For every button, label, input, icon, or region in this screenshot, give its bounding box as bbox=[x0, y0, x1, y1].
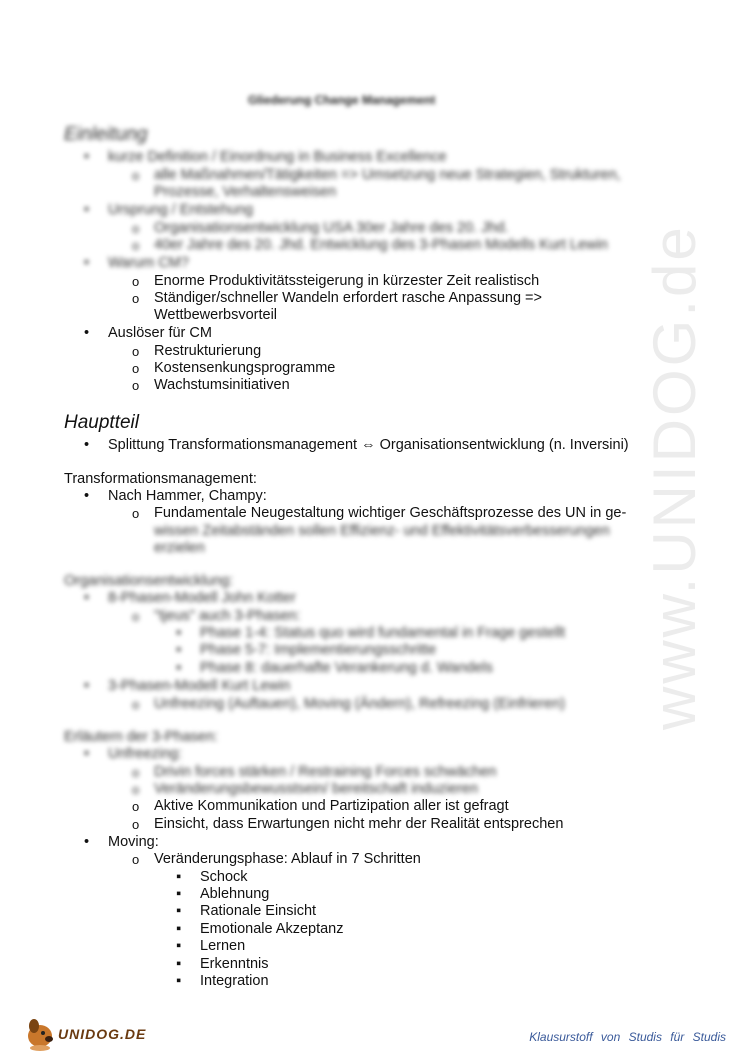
list-item: • 8-Phasen-Modell John Kotter bbox=[108, 590, 296, 607]
list-item: • 3-Phasen-Modell Kurt Lewin bbox=[108, 678, 290, 695]
watermark: www.UNIDOG.de bbox=[641, 224, 708, 730]
step-item: ▪ Integration bbox=[200, 973, 269, 990]
hauptteil-heading: Hauptteil bbox=[64, 412, 139, 433]
list-item: • Splittung Transformationsmanagement ⇔ Organisationsentwicklung (n. Inversini) bbox=[108, 437, 629, 454]
list-item: o Fundamentale Neugestaltung wichtiger Geschäftsprozesse des UN in ge- bbox=[154, 505, 626, 522]
list-item-cont: erzielen bbox=[154, 540, 205, 556]
list-item: o Veränderungsbewusstsein/ bereitschaft induzieren bbox=[154, 781, 478, 798]
list-item-cont: Wettbewerbsvorteil bbox=[154, 307, 278, 323]
list-item: • Nach Hammer, Champy: bbox=[108, 488, 267, 505]
list-item: • Ursprung / Entstehung bbox=[108, 202, 253, 219]
section-heading: Organisationsentwicklung: bbox=[64, 573, 234, 589]
footer-text: Klausurstoff von Studis für Studis bbox=[529, 1030, 726, 1044]
list-item: o Drivin forces stärken / Restraining Forces schwächen bbox=[154, 764, 497, 781]
list-item: o Unfreezing (Auftauen), Moving (Ändern), Refreezing (Einfrieren) bbox=[154, 696, 565, 713]
list-item: o Ständiger/schneller Wandeln erfordert rasche Anpassung => bbox=[154, 290, 542, 307]
page-title: Gliederung Change Management bbox=[248, 93, 436, 107]
step-item: ▪ Emotionale Akzeptanz bbox=[200, 921, 343, 938]
list-item: o 40er Jahre des 20. Jhd. Entwicklung des 3-Phasen Modells Kurt Lewin bbox=[154, 237, 608, 254]
list-item: o Enorme Produktivitätssteigerung in kürzester Zeit realistisch bbox=[154, 273, 539, 290]
list-item: o Wachstumsinitiativen bbox=[154, 377, 290, 394]
einleitung-heading: Einleitung bbox=[64, 124, 148, 145]
list-item: o Einsicht, dass Erwartungen nicht mehr der Realität entsprechen bbox=[154, 816, 563, 833]
list-item: • Unfreezing: bbox=[108, 746, 182, 763]
list-item-cont: Prozesse, Verhaltensweisen bbox=[154, 184, 337, 200]
section-heading: Erläutern der 3-Phasen: bbox=[64, 729, 218, 745]
list-item: ▪ Phase 8: dauerhafte Verankerung d. Wandels bbox=[200, 660, 493, 677]
step-item: ▪ Schock bbox=[200, 869, 248, 886]
list-item: • Auslöser für CM bbox=[108, 325, 212, 342]
list-item: • kurze Definition / Einordnung in Business Excellence bbox=[108, 149, 447, 166]
list-item: o Organisationsentwicklung USA 30er Jahre des 20. Jhd. bbox=[154, 220, 509, 237]
list-item: o Kostensenkungsprogramme bbox=[154, 360, 335, 377]
list-item: o "tjeus" auch 3-Phasen: bbox=[154, 608, 301, 625]
list-item: o alle Maßnahmen/Tätigkeiten => Umsetzung neue Strategien, Strukturen, bbox=[154, 167, 621, 184]
list-item: ▪ Phase 5-7: Implementierungsschritte bbox=[200, 642, 436, 659]
step-item: ▪ Rationale Einsicht bbox=[200, 903, 316, 920]
step-item: ▪ Erkenntnis bbox=[200, 956, 269, 973]
list-item: ▪ Phase 1-4: Status quo wird fundamental in Frage gestellt bbox=[200, 625, 565, 642]
list-item: o Aktive Kommunikation und Partizipation aller ist gefragt bbox=[154, 798, 509, 815]
list-item: • Warum CM? bbox=[108, 255, 189, 272]
list-item-cont: wissen Zeitabständen sollen Effizienz- und Effektivitätsverbesserungen bbox=[154, 523, 610, 539]
step-item: ▪ Lernen bbox=[200, 938, 245, 955]
step-item: ▪ Ablehnung bbox=[200, 886, 269, 903]
section-heading: Transformationsmanagement: bbox=[64, 471, 257, 487]
logo-text: UNIDOG.DE bbox=[58, 1026, 147, 1042]
list-item: o Restrukturierung bbox=[154, 343, 261, 360]
list-item: • Moving: bbox=[108, 834, 159, 851]
list-item: o Veränderungsphase: Ablauf in 7 Schritten bbox=[154, 851, 421, 868]
